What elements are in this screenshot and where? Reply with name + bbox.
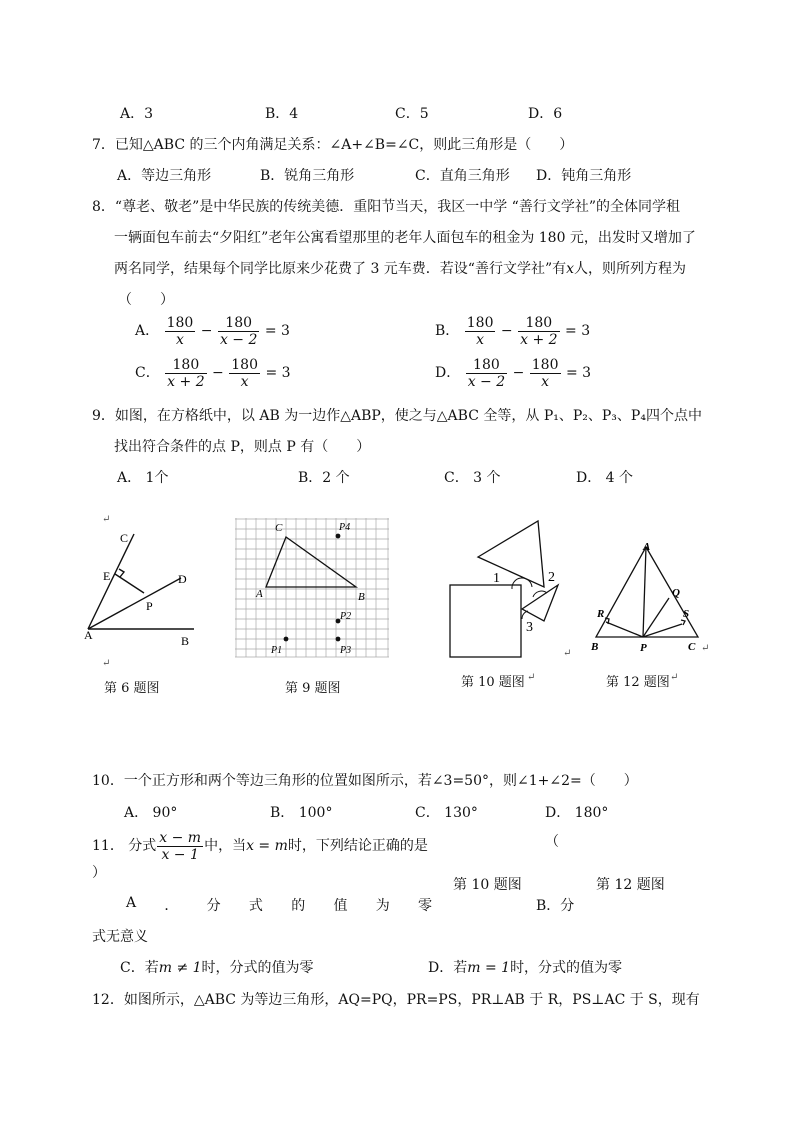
q11-mid: 中，当 [204,838,247,854]
fig6-label-c: C [120,531,129,545]
fig10-label-2: 2 [548,570,555,585]
q11-option-d-condition: m = 1 [467,960,511,976]
q11-caption-10: 第 10 题图 [453,877,522,893]
fig12-label-q: Q [672,587,680,599]
return-mark-icon: ↵ [102,514,111,525]
return-mark-icon: ↵ [701,643,710,654]
fraction-numerator: 180 [466,314,494,331]
q11-option-a-char: 为 [375,898,390,914]
q11-option-c [120,957,314,977]
q11-option-a-char: 零 [417,898,432,914]
figure-9 [235,518,390,658]
q7-option-b: B．锐角三角形 [260,168,355,184]
return-mark-icon: ↵ [563,648,572,659]
q8-option-label: D． [435,365,461,381]
fig9-label-c: C [275,522,283,534]
figure-6 [84,512,204,672]
q11-option-a-char: 的 [291,898,306,914]
figure-6-caption: 第 6 题图 [104,681,160,696]
figure-10-caption: 第 10 题图 [461,675,525,690]
q6-option-b: B．4 [265,106,299,122]
q11-option-a-char: ． [164,898,179,914]
q8-line-3b: 人，则所列方程为 [574,261,687,277]
fig12-label-s: S [683,608,690,620]
fig10-label-1: 1 [493,571,500,586]
q10-option-a: A． 90° [124,805,178,821]
q9-option-d: D． 4 个 [576,470,634,486]
q6-option-a: A．3 [120,106,154,122]
return-mark-icon: ↵ [670,672,679,683]
q9-option-a: A． 1个 [117,470,169,486]
fraction-denominator: x [476,331,485,348]
q8-answer-paren: （ ） [118,292,174,308]
equation-rhs: = 3 [565,365,592,381]
q9-line-2: 找出符合条件的点 P，则点 P 有（ ） [114,439,371,455]
fig9-label-p3: P3 [340,645,352,656]
fraction-numerator: 180 [218,315,259,332]
q10-option-d: D． 180° [545,805,609,821]
q11-fraction-numerator: x − m [159,829,202,846]
q8-option-label: C． [135,365,160,381]
q11-option-b-wrap: 式无意义 [92,929,148,945]
q11-condition: x = m [246,838,288,854]
q10-option-b: B． 100° [270,805,333,821]
fig12-label-c: C [688,641,696,653]
fig12-label-a: A [643,541,651,553]
q8-option-c: C． $\frac{180}{x + 2}$ − $\frac{180}{x}$ = 3 [135,356,291,390]
fraction-denominator: x + 2 [520,331,558,348]
fig10-label-3: 3 [526,620,533,635]
fig9-label-p1: P1 [271,645,283,656]
fig9-label-p4: P4 [339,522,351,533]
figure-12 [586,540,716,655]
fig6-label-d: D [178,572,187,586]
q11-option-b: B．分 [536,898,575,914]
q11-option-c-condition: m ≠ 1 [158,960,202,976]
fraction-denominator: x [175,331,184,348]
fraction-denominator: x [541,373,550,390]
fraction-denominator: x − 2 [467,373,506,390]
equation-rhs: = 3 [264,323,290,339]
q12-stem: 12．如图所示，△ABC 为等边三角形，AQ=PQ，PR=PS，PR⊥AB 于 R，PS⊥AC 于 S，现有 [92,992,700,1008]
return-mark-icon: ↵ [102,658,111,669]
q8-option-label: A． [135,323,160,339]
return-mark-icon: ↵ [527,672,536,683]
q9-option-c: C． 3 个 [444,470,501,486]
q10-option-c: C． 130° [415,805,478,821]
fig9-label-p2: P2 [340,611,352,622]
fig9-label-b: B [358,591,365,603]
q8-option-d: D． $\frac{180}{x - 2}$ − $\frac{180}{x}$ = 3 [435,356,592,390]
q8-option-b: B． $\frac{180}{x}$ − $\frac{180}{x + 2}$ = 3 [435,314,591,348]
q8-line-3a: 两名同学，结果每个同学比原来少花费了 3 元车费．若设“善行文学社”有 [114,261,567,277]
q11-option-d-tail: 时，分式的值为零 [510,960,623,976]
q7-option-c: C．直角三角形 [415,168,510,184]
figure-9-caption: 第 9 题图 [285,681,341,696]
q8-option-label: B． [435,323,460,339]
q11-option-a [126,895,432,915]
q8-line-1: 8．“尊老、敬老”是中华民族的传统美德．重阳节当天，我区一中学 “善行文学社”的全体同学租 [92,199,680,215]
q11-fraction-denominator: x − 1 [161,846,199,863]
q6-option-d: D．6 [528,106,563,122]
equation-rhs: = 3 [565,323,591,339]
q8-line-2: 一辆面包车前去“夕阳红”老年公寓看望那里的老年人面包车的租金为 180 元，出发时又增加了 [114,230,696,246]
q11-option-c-label: C．若 [120,960,159,976]
fig12-label-p: P [640,642,647,654]
fig6-label-b: B [181,634,190,648]
fraction-denominator: x − 2 [219,331,258,348]
fig6-label-a: A [84,628,93,642]
q11-suffix: 时，下列结论正确的是 [287,838,428,854]
fig6-label-p: P [146,599,153,613]
fraction-numerator: 180 [518,315,559,332]
q11-option-a-char: 式 [248,898,263,914]
fraction-numerator: 180 [166,314,194,331]
fig12-label-b: B [591,641,599,653]
q11-option-a-char: 值 [333,898,348,914]
q11-option-a-char: A [126,895,137,911]
fraction-numerator: 180 [531,356,559,373]
q11-option-d [428,957,622,977]
fraction-numerator: 180 [165,357,206,374]
q7-option-a: A．等边三角形 [117,168,212,184]
fraction-denominator: x + 2 [167,373,205,390]
q9-line-1: 9．如图，在方格纸中，以 AB 为一边作△ABP，使之与△ABC 全等，从 P₁、P₂、P₃、P₄四个点中 [92,408,702,424]
fraction-denominator: x [240,373,249,390]
equation-rhs: = 3 [265,365,291,381]
figure-10 [446,515,571,665]
fig12-label-r: R [597,608,605,620]
q11-paren-close: ） [92,865,106,881]
q8-option-a: A． $\frac{180}{x}$ − $\frac{180}{x - 2}$ = 3 [135,314,290,348]
q7-stem: 7．已知△ABC 的三个内角满足关系：∠A+∠B=∠C，则此三角形是（ ） [92,137,574,153]
q8-line-3 [114,258,686,278]
q9-option-b: B．2 个 [298,470,350,486]
fig6-label-e: E [103,569,111,583]
q8-variable: x [566,261,575,277]
fig9-label-a: A [256,588,263,600]
q6-option-c: C．5 [395,106,429,122]
fraction-numerator: 180 [231,356,258,373]
q11-option-d-label: D．若 [428,960,468,976]
q11-caption-12: 第 12 题图 [596,877,665,893]
figure-12-caption: 第 12 题图 [606,675,670,690]
q11-option-a-char: 分 [206,898,221,914]
q11-stem [92,829,428,863]
q7-option-d: D．钝角三角形 [536,168,632,184]
q11-option-c-tail: 时，分式的值为零 [201,960,314,976]
q11-prefix: 11． 分式 [92,838,157,854]
fraction-numerator: 180 [466,357,507,374]
q11-paren-open: （ [545,834,559,850]
q10-stem: 10．一个正方形和两个等边三角形的位置如图所示，若∠3=50°，则∠1+∠2=（ ） [92,773,638,789]
